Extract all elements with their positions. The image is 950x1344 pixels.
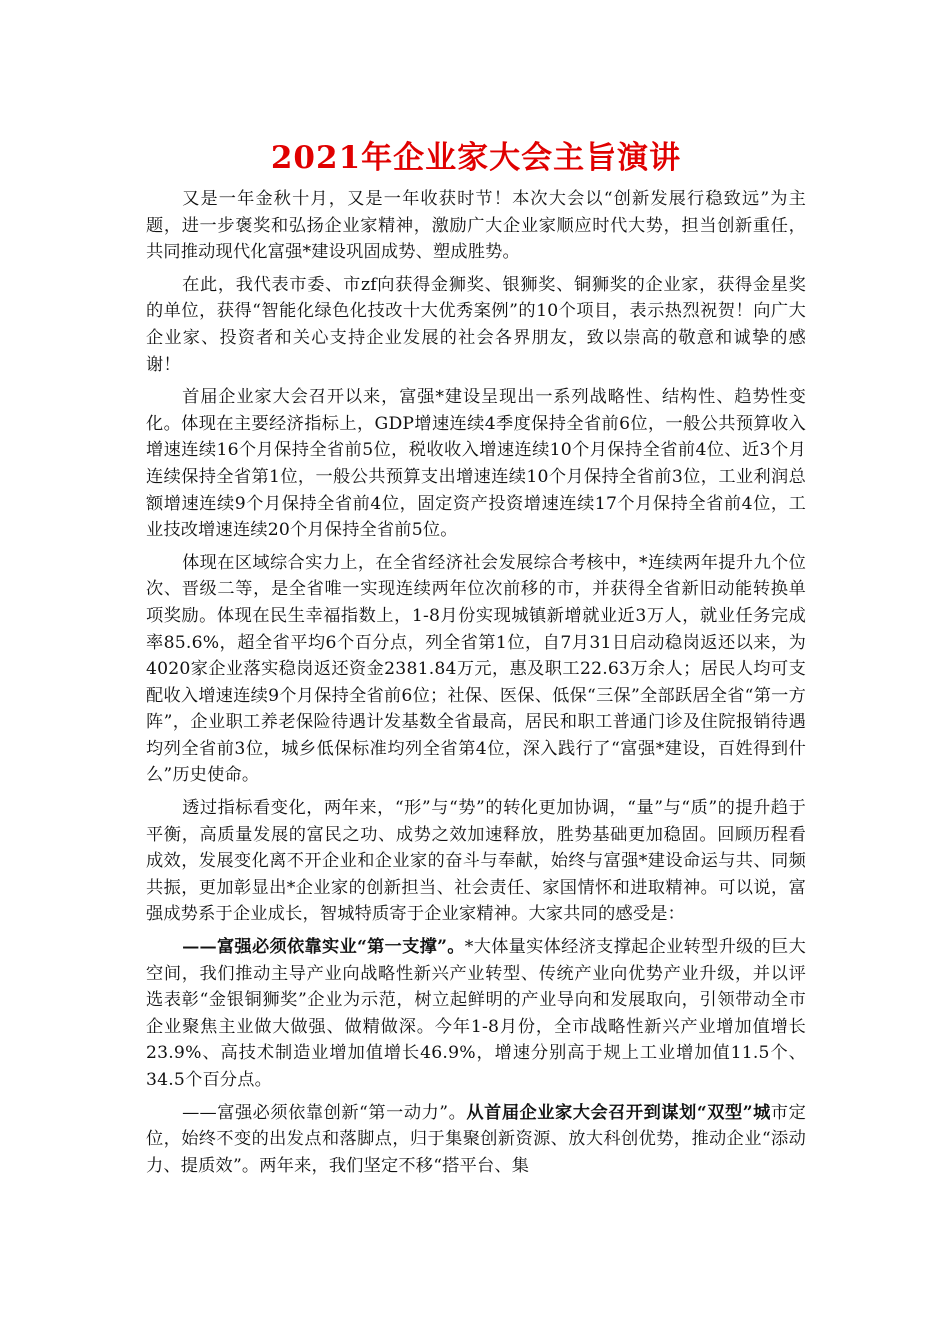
paragraph-lead: 从首届企业家大会召开到谋划“双型”城 (466, 1102, 771, 1123)
document-page (146, 136, 806, 1185)
paragraph-innovation-power (146, 1100, 806, 1180)
paragraph-text: *大体量实体经济支撑起企业转型升级的巨大空间，我们推动主导产业向战略性新兴产业转型、传统产业向优势产业升级，并以评选表彰“金银铜狮奖”企业为示范，树立起鲜明的产业导向和发展取向，引领带动全市企业聚焦主业做大做强、做精做深。今年1-8月份，全市战略性新兴产业增加值增长23.9%、高技术制造业增加值增长46.9%，增速分别高于规上工业增加值11.5个、34.5个百分点。 (146, 937, 806, 1090)
paragraph-lead: ——富强必须依靠实业“第一支撑”。 (182, 937, 465, 958)
document-title: 2021年企业家大会主旨演讲 (270, 140, 682, 176)
paragraph-text: 体现在区域综合实力上，在全省经济社会发展综合考核中，*连续两年提升九个位次、晋级二等，是全省唯一实现连续两年位次前移的市，并获得全省新旧动能转换单项奖励。体现在民生幸福指数上，1-8月份实现城镇新增就业近3万人，就业任务完成率85.6%，超全省平均6个百分点，列全省第1位，自7月31日启动稳岗返还以来，为4020家企业落实稳岗返还资金2381.84万元，惠及职工22.63万余人；居民人均可支配收入增速连续9个月保持全省前6位；社保、医保、低保“三保”全部跃居全省“第一方阵”，企业职工养老保险待遇计发基数全省最高，居民和职工普通门诊及住院报销待遇均列全省前3位，城乡低保标准均列全省第4位，深入践行了“富强*建设，百姓得到什么”历史使命。 (146, 552, 806, 786)
paragraph-text: 又是一年金秋十月，又是一年收获时节！本次大会以“创新发展行稳致远”为主题，进一步褒奖和弘扬企业家精神，激励广大企业家顺应时代大势，担当创新重任，共同推动现代化富强*建设巩固成势、塑成胜势。 (146, 189, 806, 263)
paragraph-congratulations (146, 272, 806, 378)
paragraph-text: 透过指标看变化，两年来，“形”与“势”的转化更加协调，“量”与“质”的提升趋于平衡，高质量发展的富民之功、成势之效加速释放，胜势基础更加稳固。回顾历程看成效，发展变化离不开企业和企业家的奋斗与奉献，始终与富强*建设命运与共、同频共振，更加彰显出*企业家的创新担当、社会责任、家国情怀和进取精神。可以说，富强成势系于企业成长，智城特质寄于企业家精神。大家共同的感受是： (146, 798, 806, 925)
paragraph-review (146, 795, 806, 928)
paragraph-regional-strength (146, 550, 806, 789)
paragraph-text: 首届企业家大会召开以来，富强*建设呈现出一系列战略性、结构性、趋势性变化。体现在主要经济指标上，GDP增速连续4季度保持全省前6位，一般公共预算收入增速连续16个月保持全省前5位，税收收入增速连续10个月保持全省前4位、近3个月连续保持全省第1位，一般公共预算支出增速连续10个月保持全省前3位，工业利润总额增速连续9个月保持全省前4位，固定资产投资增速连续17个月保持全省前4位，工业技改增速连续20个月保持全省前5位。 (146, 387, 806, 541)
paragraph-text: 市定位，始终不变的出发点和落脚点，归于集聚创新资源、放大科创优势，推动企业“添动力、提质效”。两年来，我们坚定不移“搭平台、集 (146, 1102, 806, 1176)
paragraph-industry-support (146, 934, 806, 1094)
paragraph-pre: ——富强必须依靠创新“第一动力”。 (182, 1102, 467, 1123)
paragraph-economic-indicators (146, 384, 806, 544)
paragraph-opening (146, 186, 806, 266)
paragraph-text: 在此，我代表市委、市zf向获得金狮奖、银狮奖、铜狮奖的企业家，获得金星奖的单位，获得“智能化绿色化技改十大优秀案例”的10个项目，表示热烈祝贺！向广大企业家、投资者和关心支持企业发展的社会各界朋友，致以崇高的敬意和诚挚的感谢！ (146, 274, 806, 375)
